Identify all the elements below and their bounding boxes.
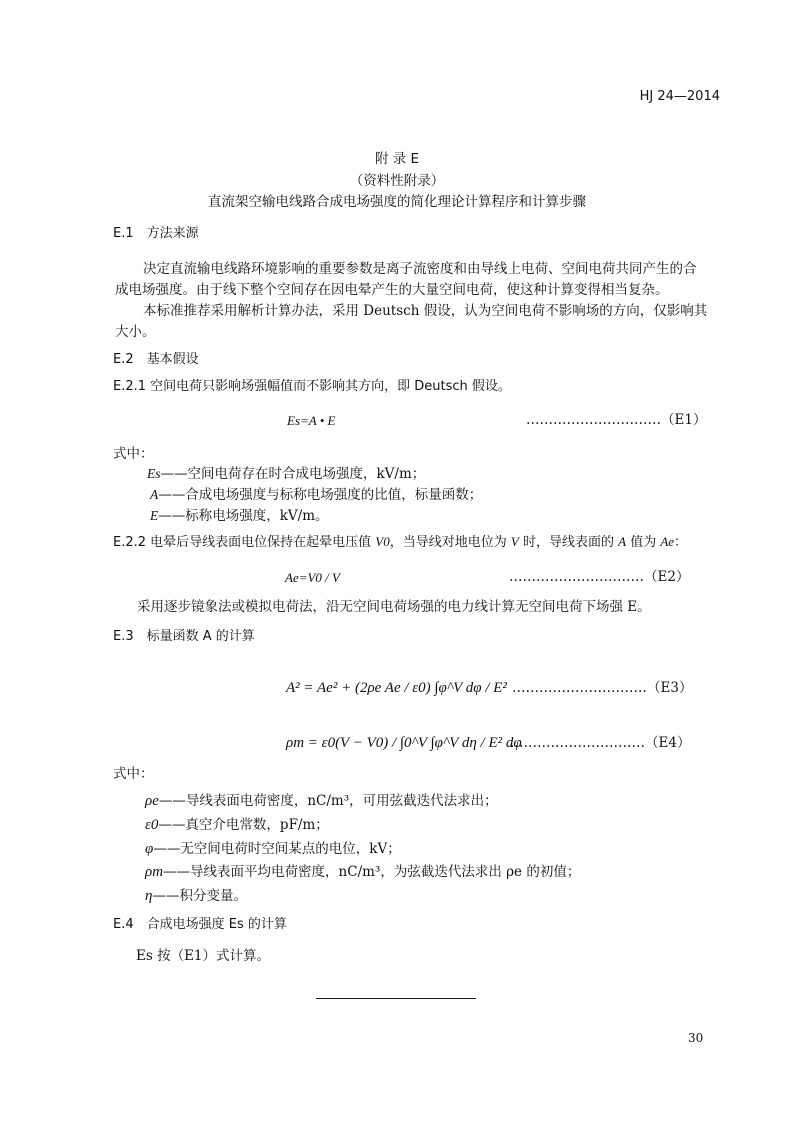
definition-item: ρm——导线表面平均电荷密度，nC/m³，为弦截迭代法求出 ρe 的初值； (145, 864, 581, 880)
equation-label-e1: …………………………（E1） (526, 412, 707, 428)
page-number: 30 (688, 1031, 704, 1045)
appendix-label: 附 录 E (374, 151, 420, 167)
subsection-e21: E.2.1 空间电荷只影响场强幅值而不影响其方向，即 Deutsch 假设。 (113, 379, 511, 394)
equation-e4: ρm = ε0(V − V0) / ∫0^V ∫φ^V dη / E² dφ (286, 735, 522, 751)
paragraph-line: 决定直流输电线路环境影响的重要参数是离子流密度和由导线上电荷、空间电荷共同产生的合 (143, 261, 697, 277)
paragraph-line: Es 按（E1）式计算。 (136, 948, 271, 964)
document-code: HJ 24—2014 (639, 89, 720, 104)
definition-item: φ——无空间电荷时空间某点的电位，kV； (145, 841, 401, 857)
where-label: 式中： (113, 766, 154, 782)
where-label: 式中： (113, 446, 154, 462)
subsection-e22: E.2.2 电晕后导线表面电位保持在起晕电压值 V0，当导线对地电位为 V 时，导线表面的 A 值为 Ae： (113, 534, 688, 550)
symbol: A (150, 487, 159, 502)
definition-item: ε0——真空介电常数，pF/m； (145, 817, 329, 833)
equation-label-e2: …………………………（E2） (509, 569, 690, 585)
paragraph-line: 本标准推荐采用解析计算办法，采用 Deutsch 假设，认为空间电荷不影响场的方向，仅影响其 (143, 303, 708, 319)
equation-e2: Ae=V0 / V (285, 570, 340, 585)
equation-label-e4: …………………………（E4） (510, 735, 691, 751)
section-heading-e1: E.1 方法来源 (113, 226, 199, 241)
section-heading-e3: E.3 标量函数 A 的计算 (113, 629, 255, 644)
definition-item: A——合成电场强度与标称电场强度的比值，标量函数； (150, 487, 483, 503)
symbol: Es (147, 466, 161, 481)
section-heading-e2: E.2 基本假设 (113, 352, 199, 367)
equation-e1: Es=A • E (287, 413, 336, 428)
symbol: E (150, 508, 159, 523)
appendix-title: 直流架空输电线路合成电场强度的简化理论计算程序和计算步骤 (208, 194, 586, 210)
equation-label-e3: …………………………（E3） (512, 680, 693, 696)
paragraph-line: 成电场强度。由于线下整个空间存在因电晕产生的大量空间电荷，使这种计算变得相当复杂。 (115, 282, 669, 298)
paragraph-line: 大小。 (115, 324, 156, 340)
section-heading-e4: E.4 合成电场强度 Es 的计算 (113, 917, 287, 932)
definition-item: ρe——导线表面电荷密度，nC/m³，可用弦截迭代法求出； (145, 793, 498, 809)
equation-e3: A² = Ae² + (2ρe Ae / ε0) ∫φ^V dφ / E² (286, 680, 507, 696)
end-rule (316, 998, 476, 999)
appendix-type: （资料性附录） (349, 173, 445, 189)
definition-item: E——标称电场强度，kV/m。 (150, 508, 329, 524)
definition-item: η——积分变量。 (145, 888, 247, 904)
definition-item: Es——空间电荷存在时合成电场强度，kV/m； (147, 466, 426, 482)
paragraph-line: 采用逐步镜象法或模拟电荷法，沿无空间电荷场强的电力线计算无空间电荷下场强 E。 (137, 599, 651, 615)
